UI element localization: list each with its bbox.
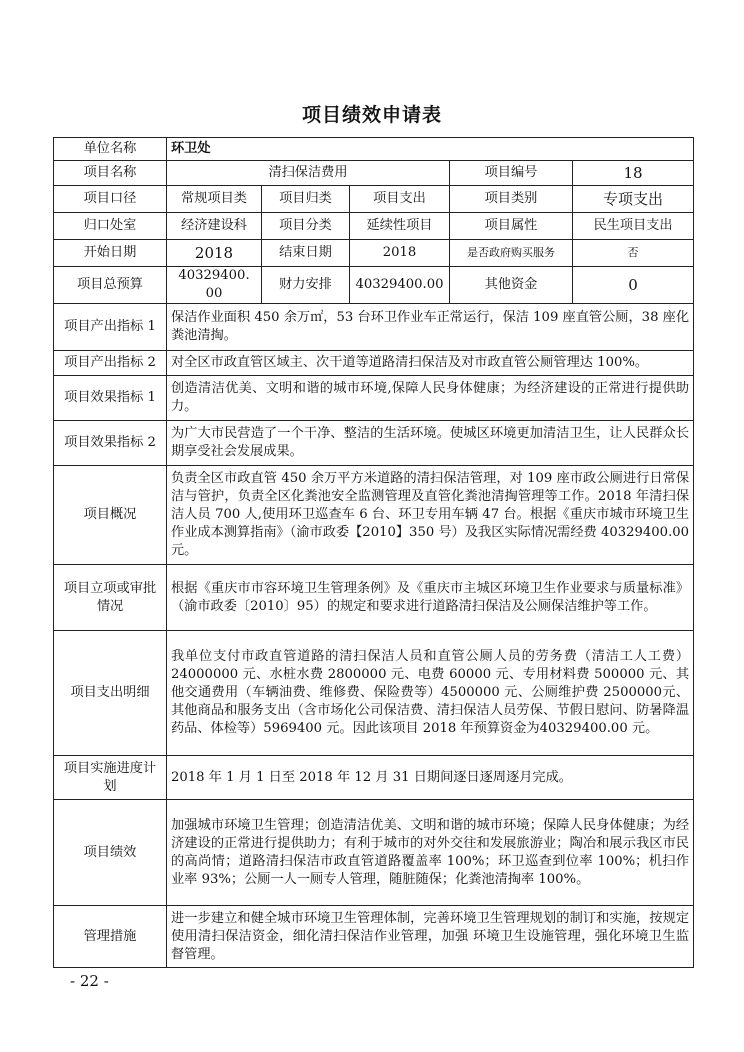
- project-type-label: 项目类别: [450, 186, 573, 213]
- management-text: 进一步建立和健全城市环境卫生管理体制，完善环境卫生管理规划的制订和实施，按规定使用清扫保洁资金，细化清扫保洁作业管理，加强 环境卫生设施管理，强化环境卫生监督管理。: [167, 906, 694, 968]
- office-label: 归口处室: [54, 213, 167, 240]
- management-label: 管理措施: [54, 906, 167, 968]
- project-overview-text: 负责全区市政直管 450 余万平方米道路的清扫保洁管理，对 109 座市政公厕进行日常保洁与管护，负责全区化粪池安全监测管理及直管化粪池清掏管理等工作。2018 年清扫保洁人员 700 人,使用环卫巡查车 6 台、环卫专用车辆 47 台。根据《重庆市城市环境卫生作业成本测算指南》（渝市政委【2010】350 号）及我区实际情况需经费 40329400.00 元。: [167, 466, 694, 565]
- expenditure-detail-label: 项目支出明细: [54, 631, 167, 756]
- project-scope-value: 常规项目类: [167, 186, 262, 213]
- project-number-label: 项目编号: [450, 161, 573, 186]
- schedule-row: [54, 756, 694, 800]
- output-indicator-1-row: [54, 304, 694, 351]
- financial-arrangement-label: 财力安排: [262, 267, 350, 304]
- effect-indicator-2-text: 为广大市民营造了一个干净、整洁的生活环境。使城区环境更加清洁卫生，让人民群众长期享受社会发展成果。: [167, 421, 694, 466]
- total-budget-label: 项目总预算: [54, 267, 167, 304]
- expenditure-detail-row: [54, 631, 694, 756]
- schedule-text: 2018 年 1 月 1 日至 2018 年 12 月 31 日期间逐日逐周逐月完成。: [167, 756, 694, 800]
- output-indicator-2-row: [54, 351, 694, 376]
- project-scope-label: 项目口径: [54, 186, 167, 213]
- project-name-value: 清扫保洁费用: [167, 161, 450, 186]
- date-row: [54, 240, 694, 267]
- total-budget-value: 40329400. 00: [167, 267, 262, 304]
- effect-indicator-1-text: 创造清洁优美、文明和谐的城市环境,保障人民身体健康；为经济建设的正常进行提供助力。: [167, 376, 694, 421]
- project-name-row: [54, 161, 694, 186]
- output-indicator-1-text: 保洁作业面积 450 余万㎡，53 台环卫作业车正常运行，保洁 109 座直管公厕，38 座化粪池清掏。: [167, 304, 694, 351]
- other-funds-label: 其他资金: [450, 267, 573, 304]
- government-purchase-value: 否: [573, 240, 694, 267]
- output-indicator-1-label: 项目产出指标 1: [54, 304, 167, 351]
- start-date-value: 2018: [167, 240, 262, 267]
- effect-indicator-1-label: 项目效果指标 1: [54, 376, 167, 421]
- project-name-label: 项目名称: [54, 161, 167, 186]
- other-funds-value: 0: [573, 267, 694, 304]
- end-date-label: 结束日期: [262, 240, 350, 267]
- effect-indicator-2-label: 项目效果指标 2: [54, 421, 167, 466]
- output-indicator-2-text: 对全区市政直管区域主、次干道等道路清扫保洁及对市政直管公厕管理达 100%。: [167, 351, 694, 376]
- project-classification-value: 延续性项目: [350, 213, 450, 240]
- unit-label: 单位名称: [54, 138, 167, 161]
- effect-indicator-2-row: [54, 421, 694, 466]
- project-type-value: 专项支出: [573, 186, 694, 213]
- government-purchase-label: 是否政府购买服务: [450, 240, 573, 267]
- approval-text: 根据《重庆市市容环境卫生管理条例》及《重庆市主城区环境卫生作业要求与质量标准》（渝市政委〔2010〕95）的规定和要求进行道路清扫保洁及公厕保洁维护等工作。: [167, 565, 694, 631]
- project-category-label: 项目归类: [262, 186, 350, 213]
- start-date-label: 开始日期: [54, 240, 167, 267]
- project-number-value: 18: [573, 161, 694, 186]
- unit-value: 环卫处: [167, 138, 694, 161]
- page-number: - 22 -: [70, 972, 109, 990]
- end-date-value: 2018: [350, 240, 450, 267]
- project-category-value: 项目支出: [350, 186, 450, 213]
- form-title: 项目绩效申请表: [301, 104, 442, 126]
- application-form-table: [53, 137, 694, 968]
- project-scope-row: [54, 186, 694, 213]
- project-classification-label: 项目分类: [262, 213, 350, 240]
- schedule-label: 项目实施进度计划: [54, 756, 167, 800]
- approval-row: [54, 565, 694, 631]
- project-overview-row: [54, 466, 694, 565]
- approval-label: 项目立项或审批情况: [54, 565, 167, 631]
- expenditure-detail-text: 我单位支付市政直管道路的清扫保洁人员和直管公厕人员的劳务费（清洁工人工费）24000000 元、水桩水费 2800000 元、电费 60000 元、专用材料费 500000 元、其他交通费用（车辆油费、维修费、保险费等）4500000 元、公厕维护费 2500000元、其他商品和服务支出（含市场化公司保洁费、清扫保洁人员劳保、节假日慰问、防暑降温药品、体检等）5969400 元。因此该项目 2018 年预算资金为40329400.00 元。: [167, 631, 694, 756]
- office-row: [54, 213, 694, 240]
- performance-label: 项目绩效: [54, 800, 167, 906]
- effect-indicator-1-row: [54, 376, 694, 421]
- project-overview-label: 项目概况: [54, 466, 167, 565]
- unit-row: [54, 138, 694, 161]
- performance-row: [54, 800, 694, 906]
- office-value: 经济建设科: [167, 213, 262, 240]
- financial-arrangement-value: 40329400.00: [350, 267, 450, 304]
- budget-row: [54, 267, 694, 304]
- project-attribute-label: 项目属性: [450, 213, 573, 240]
- project-attribute-value: 民生项目支出: [573, 213, 694, 240]
- output-indicator-2-label: 项目产出指标 2: [54, 351, 167, 376]
- performance-text: 加强城市环境卫生管理；创造清洁优美、文明和谐的城市环境；保障人民身体健康；为经济建设的正常进行提供助力；有利于城市的对外交往和发展旅游业；陶冶和展示我区市民的高尚情；道路清扫保洁市政直管道路覆盖率 100%；环卫巡查到位率 100%；机扫作业率 93%；公厕一人一厕专人管理，随脏随保；化粪池清掏率 100%。: [167, 800, 694, 906]
- management-row: [54, 906, 694, 968]
